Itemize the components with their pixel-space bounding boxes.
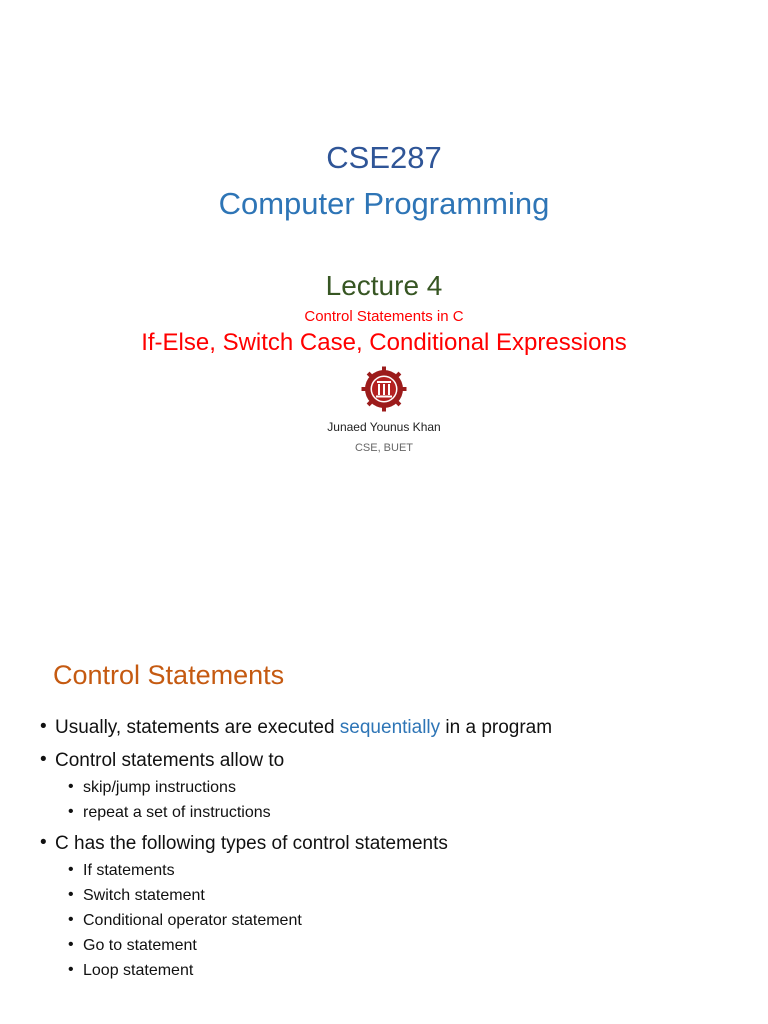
sub-bullet-item: • repeat a set of instructions	[68, 800, 552, 825]
sub-list-wrapper	[40, 775, 552, 825]
section-title: Control Statements	[53, 660, 285, 690]
bullet-item	[40, 830, 552, 858]
bullet-list	[40, 714, 552, 985]
course-name: Computer Programming	[218, 186, 550, 221]
lecture-number: Lecture 4	[325, 270, 443, 301]
sub-bullet-item: • Conditional operator statement	[68, 908, 552, 933]
bullet-text: C has the following types of control statements	[55, 833, 448, 854]
sub-bullet-item: • If statements	[68, 858, 552, 883]
bullet-text: Control statements allow to	[55, 750, 285, 771]
bullet-text: Usually, statements are executed	[55, 717, 340, 738]
bullet-text: in a program	[440, 717, 553, 738]
bullet-item	[40, 714, 552, 742]
sub-bullet-list	[40, 858, 552, 983]
sub-bullet-item: • Loop statement	[68, 958, 552, 983]
course-code: CSE287	[326, 140, 442, 175]
author-affiliation: CSE, BUET	[354, 442, 414, 454]
buet-logo-icon	[361, 366, 407, 412]
sub-list-wrapper	[40, 858, 552, 983]
author-name: Junaed Younus Khan	[327, 420, 441, 434]
lecture-subtitle: Control Statements in C	[304, 308, 464, 325]
sub-bullet-list	[40, 775, 552, 825]
highlighted-word: sequentially	[339, 717, 441, 738]
sub-bullet-item: • Switch statement	[68, 883, 552, 908]
content-slide	[0, 620, 768, 1024]
sub-bullet-item: • skip/jump instructions	[68, 775, 552, 800]
lecture-topics: If-Else, Switch Case, Conditional Expressions	[141, 329, 627, 356]
bullet-item	[40, 747, 552, 775]
sub-bullet-item: • Go to statement	[68, 933, 552, 958]
